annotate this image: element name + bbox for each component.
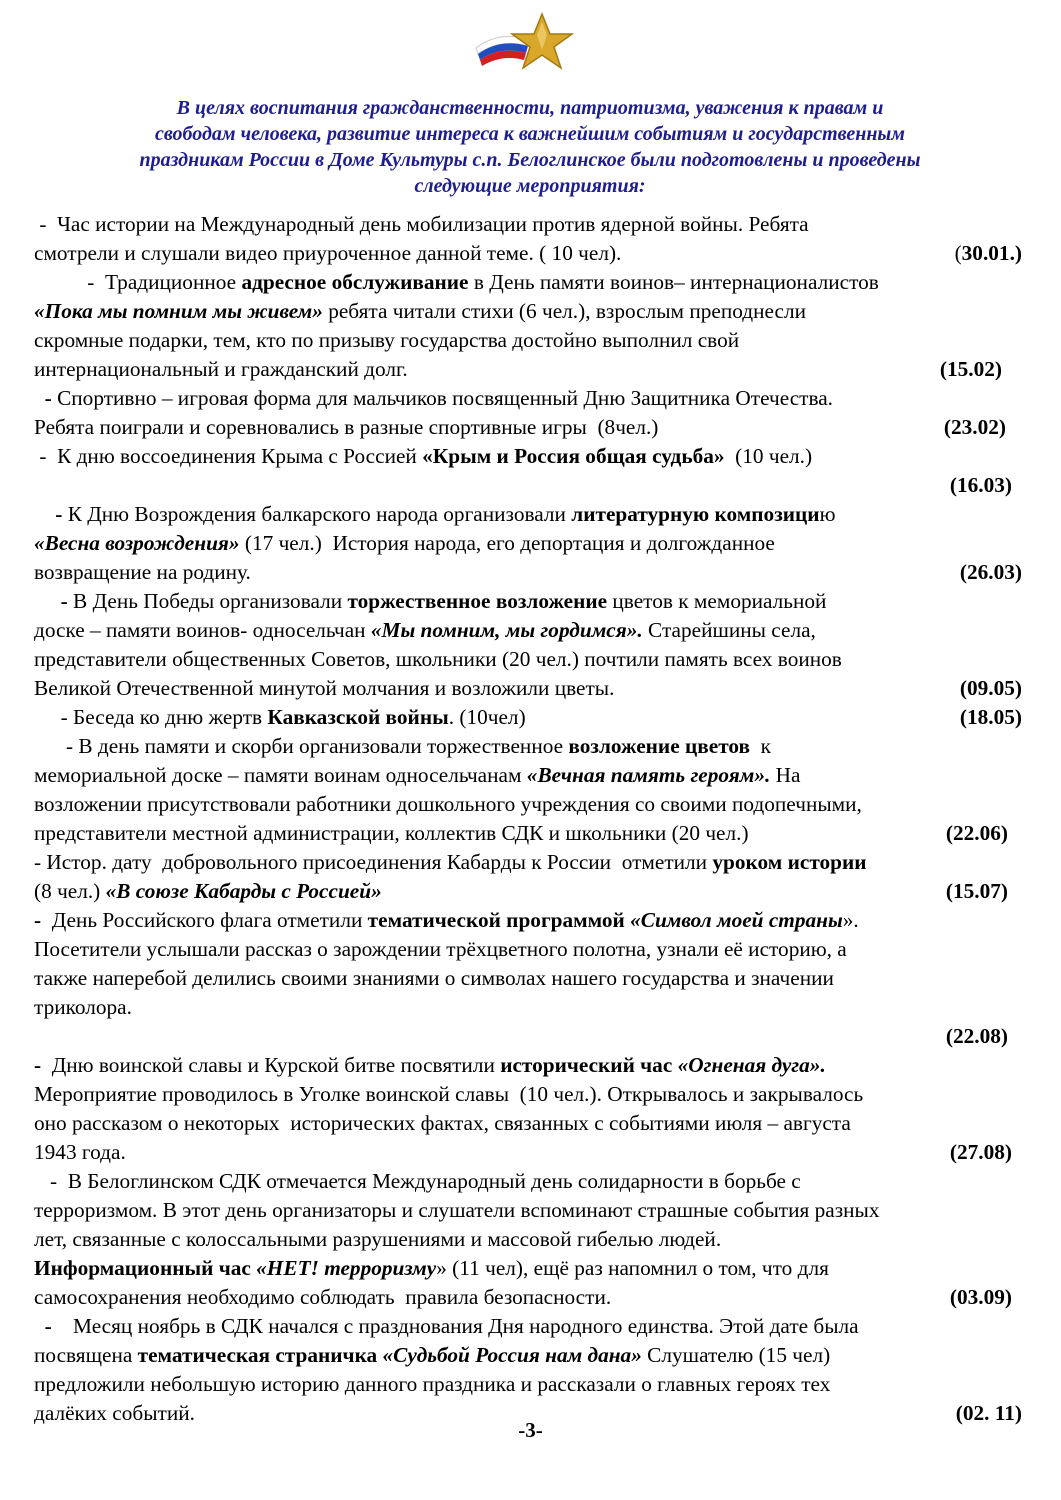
intro-line: праздникам России в Доме Культуры с.п. Белоглинское были подготовлены и проведены xyxy=(139,149,921,171)
event-line: возвращение на родину. (26.03) xyxy=(34,558,1022,587)
event-line: доске – памяти воинов- односельчан «Мы помним, мы гордимся». Старейшины села, xyxy=(34,618,816,642)
event-line: возложении присутствовали работники дошкольного учреждения со своими подопечными, xyxy=(34,792,862,816)
event-line: - В Белоглинском СДК отмечается Международный день солидарности в борьбе с xyxy=(34,1169,801,1193)
event-line: - Истор. дату добровольного присоединения Кабарды к России отметили уроком истории xyxy=(34,850,867,874)
event-line: оно рассказом о некоторых исторических фактах, связанных с событиями июля – августа xyxy=(34,1111,851,1135)
intro-heading xyxy=(40,95,1020,199)
event-line: - Традиционное адресное обслуживание в День памяти воинов– интернационалистов xyxy=(34,270,879,294)
event-line: Мероприятие проводилось в Уголке воинской славы (10 чел.). Открывалось и закрывалось xyxy=(34,1082,864,1106)
event-line: триколора. xyxy=(34,995,132,1019)
event-date: (15.07) xyxy=(945,879,1008,903)
event-line: терроризмом. В этот день организаторы и слушатели вспоминают страшные события разных xyxy=(34,1198,880,1222)
event-date: (09.05) xyxy=(959,676,1022,700)
event-line: - Беседа ко дню жертв Кавказской войны. (10чел) (18.05) xyxy=(34,703,1022,732)
event-line: 1943 года. (27.08) xyxy=(34,1138,1022,1167)
event-line: смотрели и слушали видео приуроченное данной теме. ( 10 чел). (30.01.) xyxy=(34,239,1022,268)
event-line: Информационный час «НЕТ! терроризму» (11 чел), ещё раз напомнил о том, что для xyxy=(34,1256,829,1280)
event-line: (8 чел.) «В союзе Кабарды с Россией» (15.07) xyxy=(34,877,1022,906)
event-date: (27.08) xyxy=(949,1140,1012,1164)
event-line: также наперебой делились своими знаниями о символах нашего государства и значении xyxy=(34,966,834,990)
event-line: - К Дню Возрождения балкарского народа организовали литературную композицию xyxy=(34,502,836,526)
star-flag-icon xyxy=(470,10,580,75)
event-line: лет, связанные с колоссальными разрушениями и массовой гибелью людей. xyxy=(34,1227,722,1251)
event-line: - Спортивно – игровая форма для мальчиков посвященный Дню Защитника Отечества. xyxy=(34,386,833,410)
event-date: (30.01.) xyxy=(954,241,1022,265)
event-date: (23.02) xyxy=(943,415,1006,439)
event-line: - Месяц ноябрь в СДК начался с празднования Дня народного единства. Этой дате была xyxy=(34,1314,859,1338)
event-date: (03.09) xyxy=(949,1285,1012,1309)
event-line: посвящена тематическая страничка «Судьбой Россия нам дана» Слушателю (15 чел) xyxy=(34,1343,831,1367)
event-line: самосохранения необходимо соблюдать правила безопасности. (03.09) xyxy=(34,1283,1022,1312)
event-date: (18.05) xyxy=(959,705,1022,729)
event-line: «Весна возрождения» (17 чел.) История народа, его депортация и долгожданное xyxy=(34,531,775,555)
event-line: - В День Победы организовали торжественное возложение цветов к мемориальной xyxy=(34,589,827,613)
event-line: Великой Отечественной минутой молчания и возложили цветы. (09.05) xyxy=(34,674,1022,703)
event-date: (22.08) xyxy=(945,1024,1008,1048)
event-date: (15.02) xyxy=(939,357,1002,381)
event-line: представители общественных Советов, школьники (20 чел.) почтили память всех воинов xyxy=(34,647,842,671)
event-line: далёких событий. (02. 11) xyxy=(34,1399,1022,1428)
intro-line: свободам человека, развитие интереса к важнейшим событиям и государственным xyxy=(154,123,906,145)
event-line: скромные подарки, тем, кто по призыву государства достойно выполнил свой xyxy=(34,328,740,352)
event-date: (26.03) xyxy=(959,560,1022,584)
event-line xyxy=(34,1022,1022,1051)
event-line: Посетители услышали рассказ о зарождении трёхцветного полотна, узнали её историю, а xyxy=(34,937,847,961)
page-number: -3- xyxy=(518,1418,543,1442)
event-line: - Дню воинской славы и Курской битве посвятили исторический час «Огненая дуга». xyxy=(34,1053,826,1077)
flag-star-emblem xyxy=(470,10,580,75)
events-list xyxy=(34,210,1022,1428)
intro-line: следующие мероприятия: xyxy=(414,175,646,197)
event-line: - Час истории на Международный день мобилизации против ядерной войны. Ребята xyxy=(34,212,809,236)
event-date: (16.03) xyxy=(949,473,1012,497)
event-line: - К дню воссоединения Крыма с Россией «Крым и Россия общая судьба» (10 чел.) xyxy=(34,444,813,468)
intro-line: В целях воспитания гражданственности, патриотизма, уважения к правам и xyxy=(176,97,884,119)
event-date: (22.06) xyxy=(945,821,1008,845)
event-line: мемориальной доске – памяти воинам односельчанам «Вечная память героям». На xyxy=(34,763,801,787)
event-line: - День Российского флага отметили тематической программой «Символ моей страны». xyxy=(34,908,859,932)
event-line: Ребята поиграли и соревновались в разные спортивные игры (8чел.) (23.02) xyxy=(34,413,1022,442)
event-date: (02. 11) xyxy=(955,1401,1022,1425)
event-line: предложили небольшую историю данного праздника и рассказали о главных героях тех xyxy=(34,1372,831,1396)
event-line xyxy=(34,471,1022,500)
event-line: - В день памяти и скорби организовали торжественное возложение цветов к xyxy=(34,734,771,758)
event-line: представители местной администрации, коллектив СДК и школьники (20 чел.) (22.06) xyxy=(34,819,1022,848)
event-line: «Пока мы помним мы живем» ребята читали стихи (6 чел.), взрослым преподнесли xyxy=(34,299,806,323)
event-line: интернациональный и гражданский долг. (15.02) xyxy=(34,355,1022,384)
